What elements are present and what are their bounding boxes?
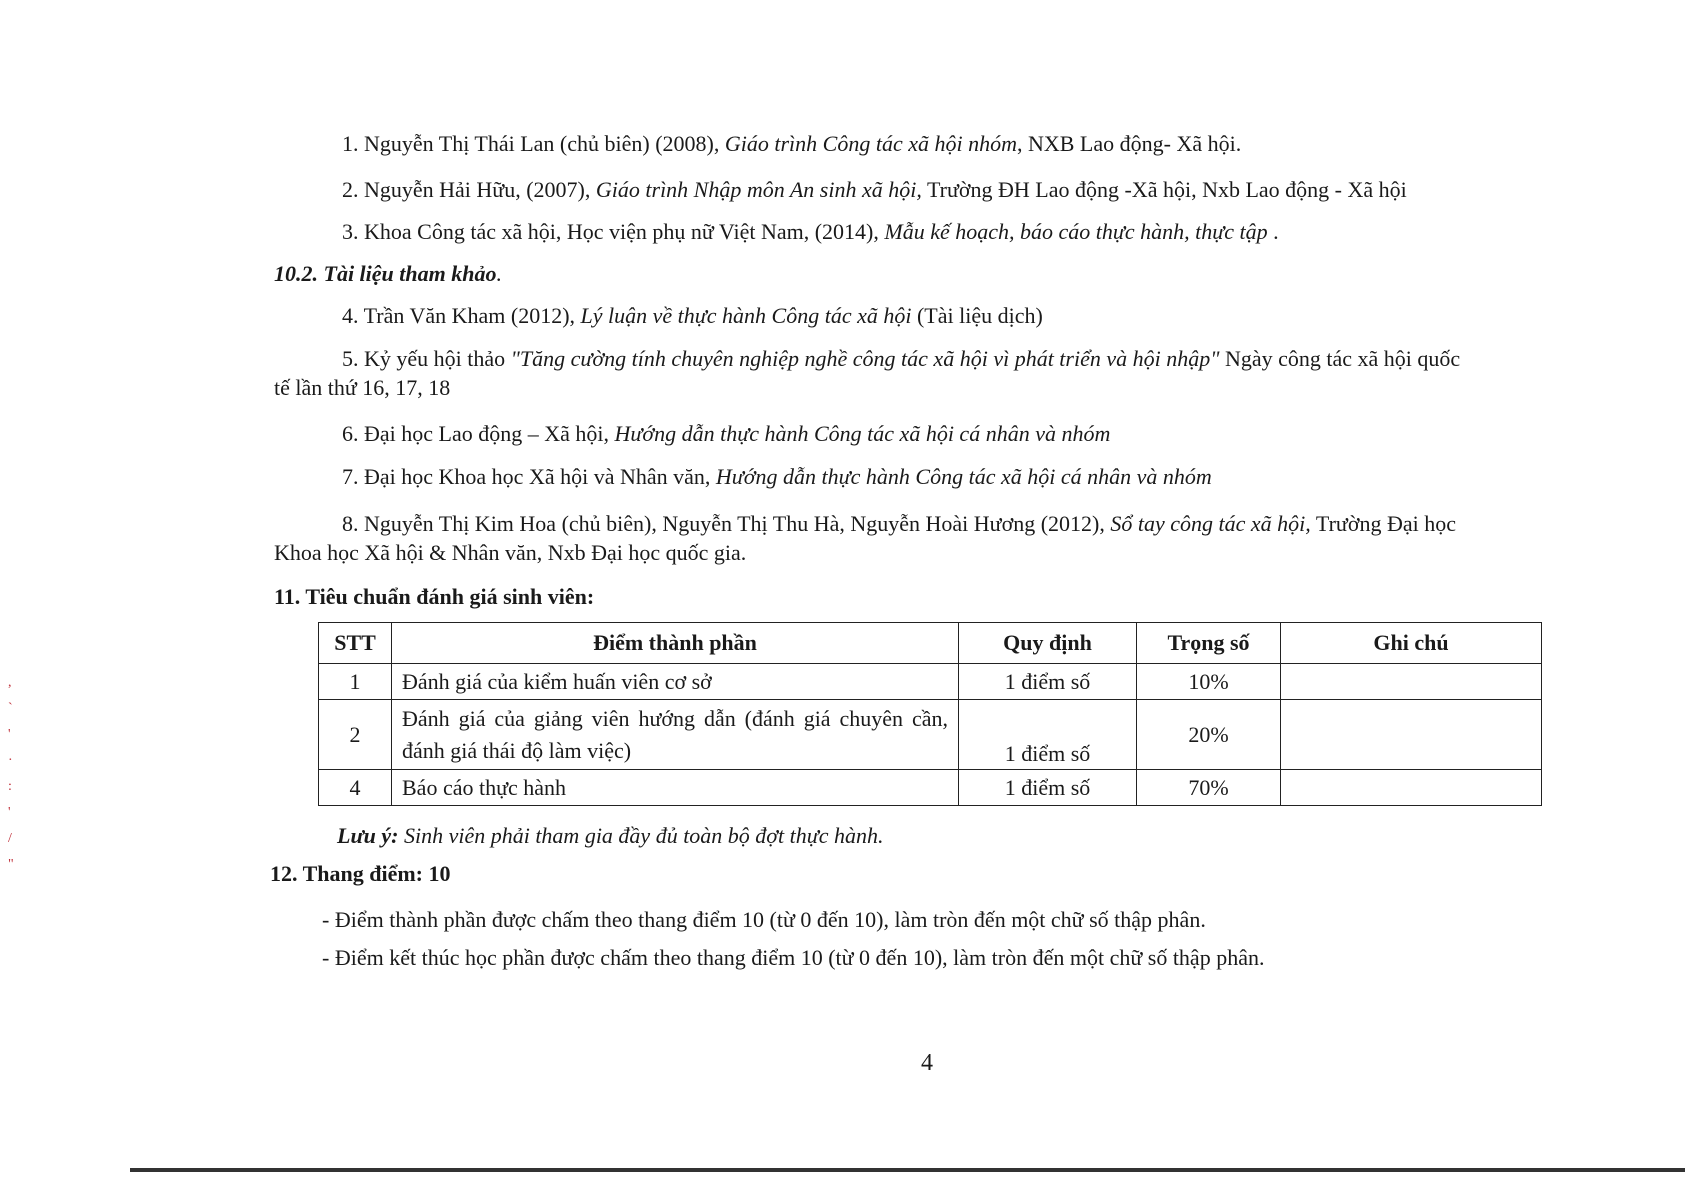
reference-6: 6. Đại học Lao động – Xã hội, Hướng dẫn thực hành Công tác xã hội cá nhân và nhóm bbox=[342, 421, 1111, 446]
cell-stt: 2 bbox=[319, 700, 392, 770]
header-note: Ghi chú bbox=[1281, 623, 1542, 664]
cell-weight: 10% bbox=[1137, 664, 1281, 700]
header-rule: Quy định bbox=[959, 623, 1137, 664]
cell-rule: 1 điểm số bbox=[959, 700, 1137, 770]
reference-5: 5. Kỷ yếu hội thảo "Tăng cường tính chuyên nghiệp nghề công tác xã hội vì phát triển và hội nhập" Ngày công tác xã hội quốc bbox=[342, 346, 1461, 371]
reference-1: 1. Nguyễn Thị Thái Lan (chủ biên) (2008), Giáo trình Công tác xã hội nhóm, NXB Lao động- Xã hội. bbox=[342, 131, 1242, 156]
table-row bbox=[319, 700, 1542, 770]
cell-note bbox=[1281, 664, 1542, 700]
cell-weight: 70% bbox=[1137, 770, 1281, 806]
reference-8: 8. Nguyễn Thị Kim Hoa (chủ biên), Nguyễn Thị Thu Hà, Nguyễn Hoài Hương (2012), Sổ tay công tác xã hội, Trường Đại học bbox=[342, 511, 1456, 536]
cell-note bbox=[1281, 700, 1542, 770]
table-header-row bbox=[319, 623, 1542, 664]
table-row bbox=[319, 664, 1542, 700]
section-12-heading: 12. Thang điểm: 10 bbox=[270, 861, 451, 886]
footer-rule bbox=[130, 1168, 1685, 1172]
reference-4: 4. Trần Văn Kham (2012), Lý luận về thực hành Công tác xã hội (Tài liệu dịch) bbox=[342, 303, 1043, 328]
cell-note bbox=[1281, 770, 1542, 806]
header-stt: STT bbox=[319, 623, 392, 664]
section-10-2-heading: 10.2. Tài liệu tham khảo. bbox=[274, 261, 502, 286]
evaluation-table bbox=[318, 622, 1542, 806]
reference-8-continuation: Khoa học Xã hội & Nhân văn, Nxb Đại học quốc gia. bbox=[274, 540, 747, 565]
cell-component: Báo cáo thực hành bbox=[392, 770, 959, 806]
section-11-heading: 11. Tiêu chuẩn đánh giá sinh viên: bbox=[274, 584, 595, 609]
cell-rule: 1 điểm số bbox=[959, 664, 1137, 700]
header-component: Điểm thành phần bbox=[392, 623, 959, 664]
cell-stt: 1 bbox=[319, 664, 392, 700]
reference-5-continuation: tế lần thứ 16, 17, 18 bbox=[274, 375, 451, 400]
page-number: 4 bbox=[921, 1050, 933, 1076]
reference-3: 3. Khoa Công tác xã hội, Học viện phụ nữ Việt Nam, (2014), Mẫu kế hoạch, báo cáo thực hành, thực tập . bbox=[342, 219, 1279, 244]
cell-weight: 20% bbox=[1137, 700, 1281, 770]
header-weight: Trọng số bbox=[1137, 623, 1281, 664]
cell-stt: 4 bbox=[319, 770, 392, 806]
reference-2: 2. Nguyễn Hải Hữu, (2007), Giáo trình Nhập môn An sinh xã hội, Trường ĐH Lao động -Xã hội, Nxb Lao động - Xã hội bbox=[342, 177, 1407, 202]
table-row bbox=[319, 770, 1542, 806]
scan-edge-marks: , ` ' · : ' / " bbox=[8, 675, 14, 872]
cell-component: Đánh giá của kiểm huấn viên cơ sở bbox=[392, 664, 959, 700]
reference-7: 7. Đại học Khoa học Xã hội và Nhân văn, Hướng dẫn thực hành Công tác xã hội cá nhân và nhóm bbox=[342, 464, 1212, 489]
cell-rule: 1 điểm số bbox=[959, 770, 1137, 806]
grading-rule-2: - Điểm kết thúc học phần được chấm theo thang điểm 10 (từ 0 đến 10), làm tròn đến một chữ số thập phân. bbox=[322, 945, 1265, 970]
cell-component: Đánh giá của giảng viên hướng dẫn (đánh giá chuyên cần, đánh giá thái độ làm việc) bbox=[392, 700, 959, 770]
grading-rule-1: - Điểm thành phần được chấm theo thang điểm 10 (từ 0 đến 10), làm tròn đến một chữ số thập phân. bbox=[322, 907, 1206, 932]
note-line: Lưu ý: Sinh viên phải tham gia đầy đủ toàn bộ đợt thực hành. bbox=[337, 823, 884, 848]
